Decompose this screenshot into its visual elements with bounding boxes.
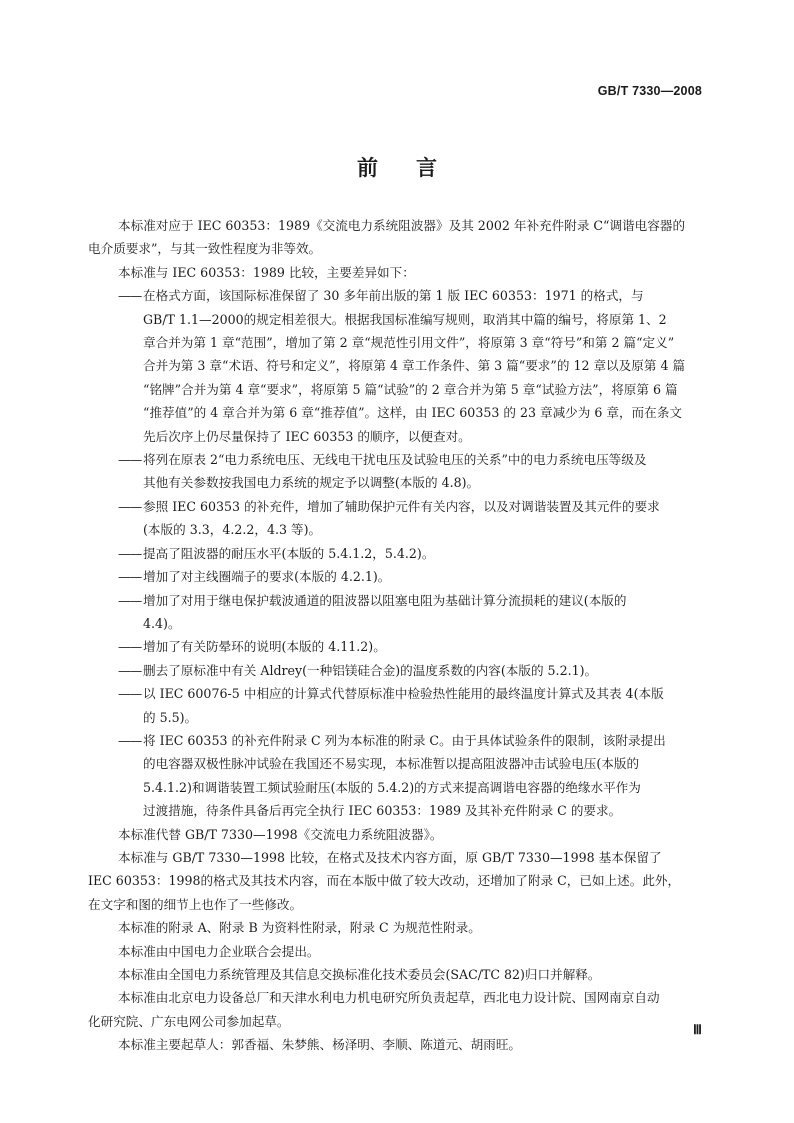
list-item-line: 的电容器双极性脉冲试验在我国还不易实现，本标准暂以提高阻波器冲击试验电压(本版的 bbox=[143, 756, 640, 772]
standard-number: GB/T 7330—2008 bbox=[597, 84, 702, 98]
list-item bbox=[118, 542, 706, 565]
paragraph: 本标准代替 GB/T 7330—1998《交流电力系统阻波器》。 bbox=[118, 826, 443, 842]
dash-marker: —— bbox=[118, 592, 142, 608]
list-item bbox=[118, 729, 706, 823]
list-item-line: 增加了对主线圈端子的要求(本版的 4.2.1)。 bbox=[143, 569, 391, 585]
list-item-line: 先后次序上仍尽量保持了 IEC 60353 的顺序，以便查对。 bbox=[143, 428, 471, 444]
dash-marker: —— bbox=[118, 732, 142, 748]
list-item-line: 增加了对用于继电保护载波通道的阻波器以阻塞电阻为基础计算分流损耗的建议(本版的 bbox=[143, 592, 627, 608]
paragraph: 本标准由北京电力设备总厂和天津水利电力机电研究所负责起草，西北电力设计院、国网南京自动 bbox=[118, 990, 660, 1006]
list-item-line: 将 IEC 60353 的补充件附录 C 列为本标准的附录 C。由于具体试验条件的限制，该附录提出 bbox=[143, 732, 666, 748]
list-item-line: 在格式方面，该国际标准保留了 30 多年前出版的第 1 版 IEC 60353：1971 的格式，与 bbox=[143, 288, 644, 304]
list-item bbox=[118, 448, 706, 495]
list-item-line: GB/T 1.1—2000的规定相差很大。根据我国标准编写规则，取消其中篇的编号，将原第 1、2 bbox=[143, 311, 667, 327]
document-body bbox=[88, 214, 706, 1057]
paragraph: 本标准与 IEC 60353：1989 比较，主要差异如下： bbox=[118, 264, 415, 280]
dash-marker: —— bbox=[118, 569, 142, 585]
list-item-line: 5.4.1.2)和调谐装置工频试验耐压(本版的 5.4.2)的方式来提高调谐电容器的绝缘水平作为 bbox=[143, 779, 641, 795]
dash-marker: —— bbox=[118, 686, 142, 702]
dash-marker: —— bbox=[118, 639, 142, 655]
page-number: Ⅲ bbox=[693, 1022, 702, 1037]
paragraph: 本标准由全国电力系统管理及其信息交换标准化技术委员会(SAC/TC 82)归口并解释。 bbox=[118, 967, 601, 982]
paragraph-continuation: 化研究院、广东电网公司参加起草。 bbox=[88, 1013, 290, 1029]
paragraph: 本标准由中国电力企业联合会提出。 bbox=[118, 943, 320, 959]
list-item bbox=[118, 635, 706, 658]
list-item-line: 增加了有关防晕环的说明(本版的 4.11.2)。 bbox=[143, 639, 386, 655]
paragraph: 本标准主要起草人：郭香福、朱梦熊、杨泽明、李顺、陈道元、胡雨旺。 bbox=[118, 1037, 521, 1053]
list-item-line: 提高了阻波器的耐压水平(本版的 5.4.1.2，5.4.2)。 bbox=[143, 545, 435, 561]
dash-marker: —— bbox=[118, 498, 142, 514]
dash-marker: —— bbox=[118, 662, 142, 678]
list-item bbox=[118, 682, 706, 729]
list-item-line: 的 5.5)。 bbox=[143, 709, 198, 725]
list-item bbox=[118, 589, 706, 636]
paragraph: 本标准对应于 IEC 60353：1989《交流电力系统阻波器》及其 2002 年补充件附录 C“调谐电容器的 bbox=[118, 218, 686, 233]
dash-marker: —— bbox=[118, 452, 142, 468]
list-item-line: 其他有关参数按我国电力系统的规定予以调整(本版的 4.8)。 bbox=[143, 475, 480, 491]
list-item-line: 将列在原表 2“电力系统电压、无线电干扰电压及试验电压的关系”中的电力系统电压等级及 bbox=[143, 452, 647, 468]
list-item-line: 4.4)。 bbox=[143, 615, 181, 631]
list-item-line: “推荐值”的 4 章合并为第 6 章“推荐值”。这样，由 IEC 60353 的 23 章减少为 6 章，而在条文 bbox=[143, 405, 682, 421]
list-item-line: (本版的 3.3，4.2.2，4.3 等)。 bbox=[143, 522, 322, 538]
list-item-line: 合并为第 3 章“术语、符号和定义”，将原第 4 章工作条件、第 3 篇“要求”的 12 章以及原第 4 篇 bbox=[143, 358, 686, 374]
list-item bbox=[118, 284, 706, 448]
difference-list bbox=[118, 284, 706, 822]
list-item-line: “铭牌”合并为第 4 章“要求”，将原第 5 篇“试验”的 2 章合并为第 5 章“试验方法”，将原第 6 篇 bbox=[143, 381, 678, 397]
list-item bbox=[118, 659, 706, 682]
list-item-line: 过渡措施，待条件具备后再完全执行 IEC 60353：1989 及其补充件附录 C 的要求。 bbox=[143, 803, 622, 819]
list-item-line: 以 IEC 60076-5 中相应的计算式代替原标准中检验热性能用的最终温度计算式及其表 4(本版 bbox=[143, 686, 664, 702]
dash-marker: —— bbox=[118, 545, 142, 561]
page-title: 前言 bbox=[357, 155, 475, 180]
list-item-line: 删去了原标准中有关 Aldrey(一种铝镁硅合金)的温度系数的内容(本版的 5.2.1)。 bbox=[143, 662, 598, 678]
paragraph: 本标准与 GB/T 7330—1998 比较，在格式及技术内容方面，原 GB/T 7330—1998 基本保留了 bbox=[118, 849, 662, 865]
paragraph: 本标准的附录 A、附录 B 为资料性附录，附录 C 为规范性附录。 bbox=[118, 920, 481, 936]
list-item bbox=[118, 495, 706, 542]
list-item-line: 章合并为第 1 章“范围”，增加了第 2 章“规范性引用文件”，将原第 3 章“符号”和第 2 篇“定义” bbox=[143, 335, 675, 351]
paragraph-continuation: 电介质要求”，与其一致性程度为非等效。 bbox=[88, 241, 322, 257]
list-item-line: 参照 IEC 60353 的补充件，增加了辅助保护元件有关内容，以及对调谐装置及其元件的要求 bbox=[143, 498, 660, 514]
paragraph-continuation: IEC 60353：1998的格式及其技术内容，而在本版中做了较大改动，还增加了附录 C，已如上述。此外， bbox=[88, 873, 681, 889]
closing-paragraphs bbox=[88, 823, 706, 1057]
paragraph-continuation: 在文字和图的细节上也作了一些修改。 bbox=[88, 896, 303, 912]
list-item bbox=[118, 565, 706, 588]
dash-marker: —— bbox=[118, 288, 142, 304]
